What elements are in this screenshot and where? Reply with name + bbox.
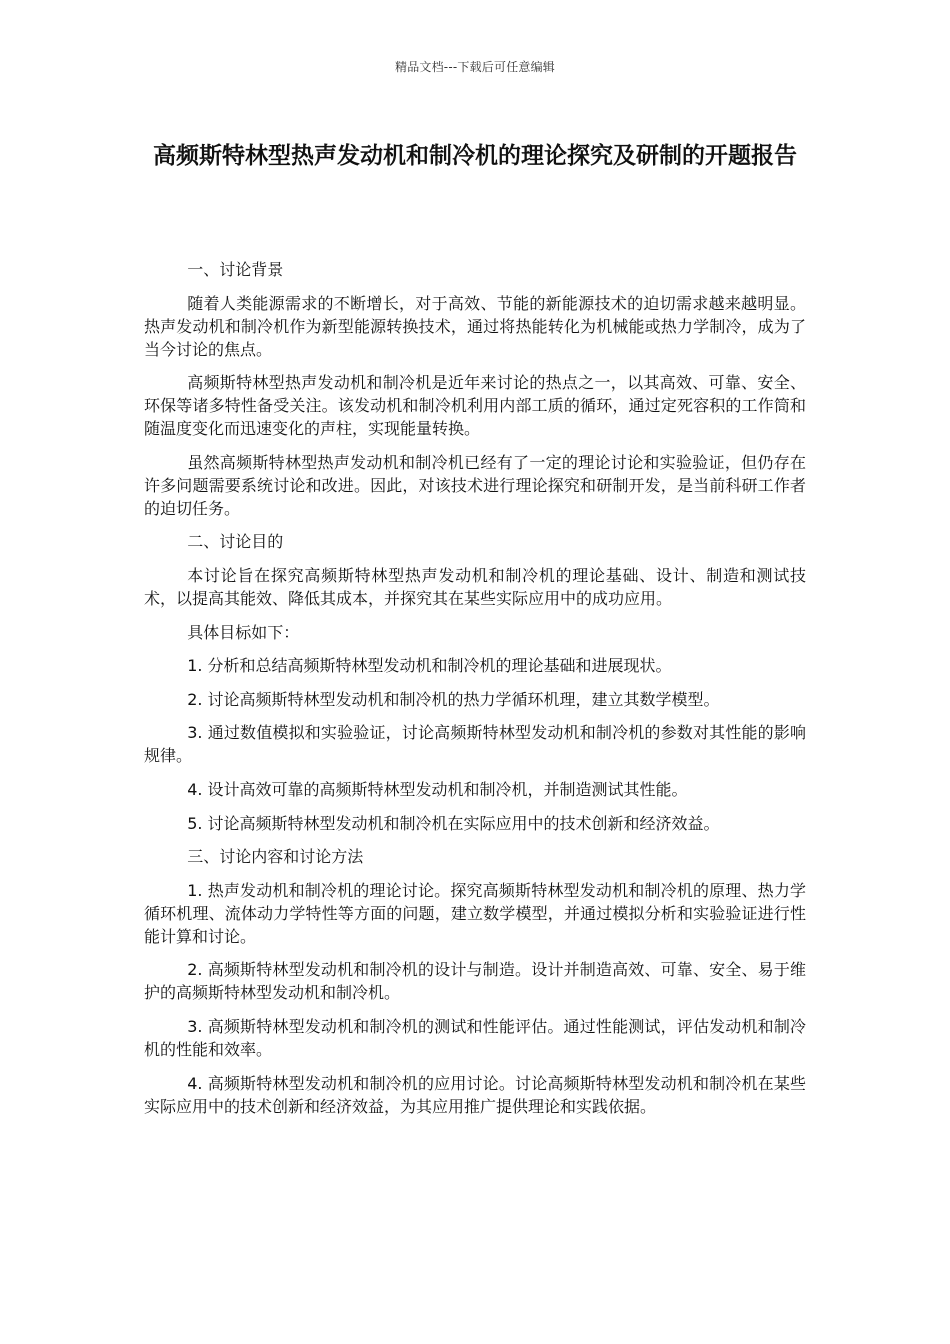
list-item: 4. 设计高效可靠的高频斯特林型发动机和制冷机，并制造测试其性能。 — [187, 779, 688, 799]
list-item: 1. 热声发动机和制冷机的理论讨论。探究高频斯特林型发动机和制冷机的原理、热力学循环机理、流体动力学特性等方面的问题，建立数学模型，并通过模拟分析和实验验证进行性能计算和讨论。 — [144, 880, 806, 946]
list-item: 1. 分析和总结高频斯特林型发动机和制冷机的理论基础和进展现状。 — [187, 656, 672, 676]
section-heading-content-methods: 三、讨论内容和讨论方法 — [187, 847, 364, 867]
paragraph: 虽然高频斯特林型热声发动机和制冷机已经有了一定的理论讨论和实验验证，但仍存在许多问题需要系统讨论和改进。因此，对该技术进行理论探究和研制开发，是当前科研工作者的迫切任务。 — [144, 452, 806, 518]
list-item: 2. 讨论高频斯特林型发动机和制冷机的热力学循环机理，建立其数学模型。 — [187, 689, 720, 709]
paragraph: 具体目标如下： — [187, 622, 300, 642]
document-body — [144, 258, 806, 1128]
section-heading-purpose: 二、讨论目的 — [187, 532, 284, 552]
paragraph: 高频斯特林型热声发动机和制冷机是近年来讨论的热点之一，以其高效、可靠、安全、环保等诸多特性备受关注。该发动机和制冷机利用内部工质的循环，通过定死容积的工作筒和随温度变化而迅速变化的声柱，实现能量转换。 — [144, 373, 806, 439]
header-note: 精品文档---下载后可任意编辑 — [395, 60, 555, 74]
list-item: 3. 通过数值模拟和实验验证，讨论高频斯特林型发动机和制冷机的参数对其性能的影响规律。 — [144, 723, 806, 766]
section-heading-background: 一、讨论背景 — [187, 260, 284, 279]
paragraph: 本讨论旨在探究高频斯特林型热声发动机和制冷机的理论基础、设计、制造和测试技术，以提高其能效、降低其成本，并探究其在某些实际应用中的成功应用。 — [144, 565, 806, 608]
paragraph: 随着人类能源需求的不断增长，对于高效、节能的新能源技术的迫切需求越来越明显。热声发动机和制冷机作为新型能源转换技术，通过将热能转化为机械能或热力学制冷，成为了当今讨论的焦点。 — [144, 293, 806, 359]
list-item: 2. 高频斯特林型发动机和制冷机的设计与制造。设计并制造高效、可靠、安全、易于维护的高频斯特林型发动机和制冷机。 — [144, 960, 806, 1003]
list-item: 5. 讨论高频斯特林型发动机和制冷机在实际应用中的技术创新和经济效益。 — [187, 813, 720, 833]
list-item: 4. 高频斯特林型发动机和制冷机的应用讨论。讨论高频斯特林型发动机和制冷机在某些实际应用中的技术创新和经济效益，为其应用推广提供理论和实践依据。 — [144, 1073, 806, 1116]
list-item: 3. 高频斯特林型发动机和制冷机的测试和性能评估。通过性能测试，评估发动机和制冷机的性能和效率。 — [144, 1016, 806, 1059]
document-title: 高频斯特林型热声发动机和制冷机的理论探究及研制的开题报告 — [153, 143, 797, 169]
